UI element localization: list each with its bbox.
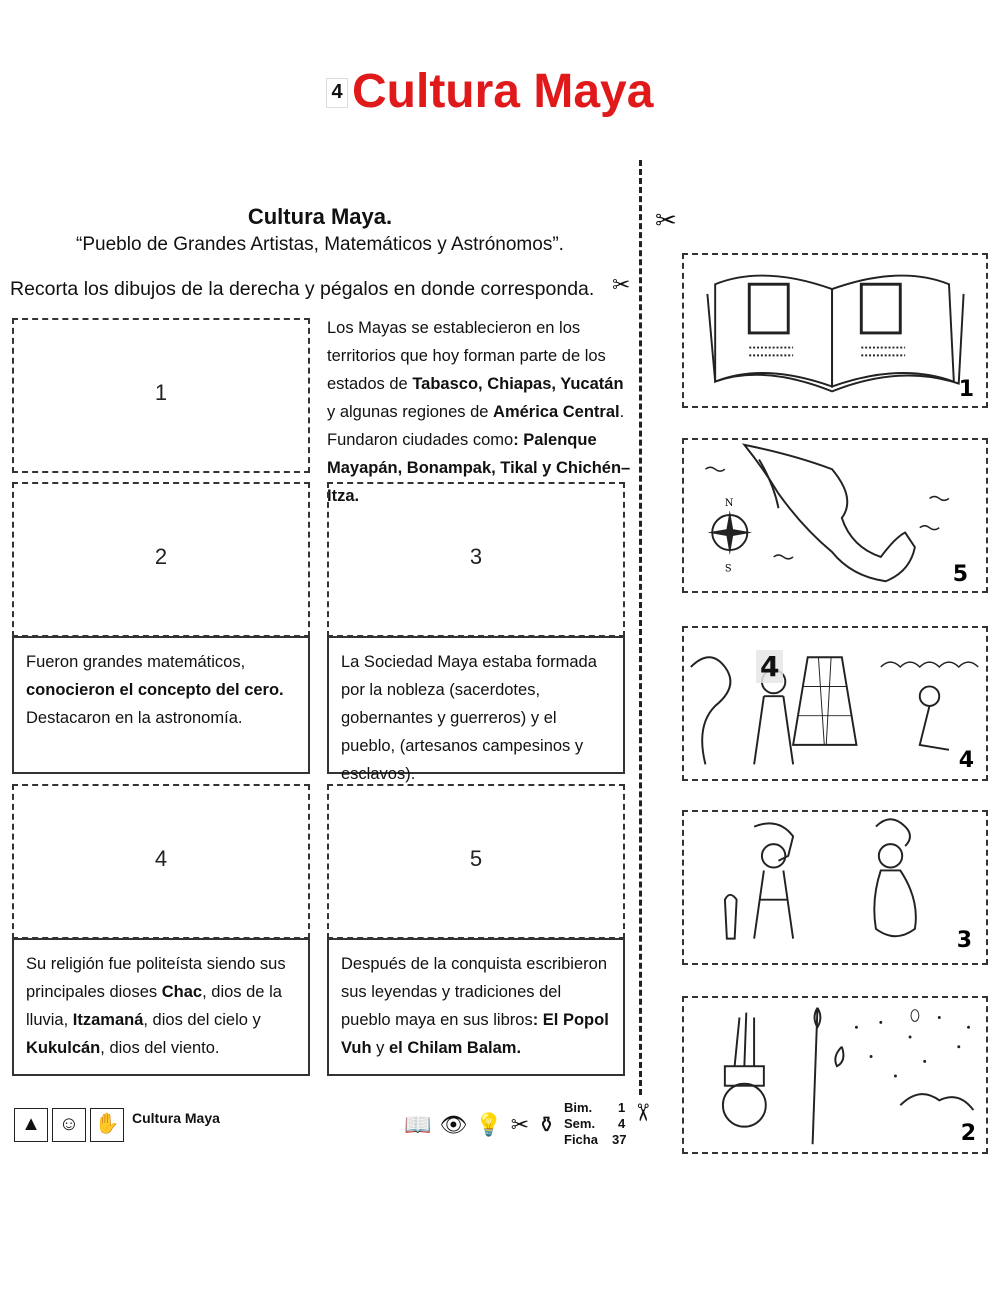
bim-value: 1 [618, 1100, 626, 1115]
slot-number: 4 [154, 846, 168, 871]
person-icon: ☺ [52, 1108, 86, 1142]
text-box-religion [12, 938, 310, 1076]
picture-card-map[interactable] [682, 438, 988, 593]
slot-number: 1 [154, 380, 168, 405]
eye-icon: 👁 [439, 1112, 468, 1137]
paste-slot-5[interactable] [327, 784, 625, 939]
sem-value: 4 [618, 1116, 626, 1131]
maya-nobles-icon [684, 812, 986, 963]
cut-line [639, 160, 642, 1095]
text-intro: Los Mayas se establecieron en los territorios que hoy forman parte de los estados de Tabasco, Chiapas, Yucatán y algunas regiones de América Central. Fundaron ciudades como: Palenque Mayapán, Bonampak, Tikal y Chichén–Itza. [327, 319, 631, 505]
scissors-icon: ✂ [510, 1112, 530, 1137]
svg-text:N: N [724, 498, 734, 510]
text-box-society [327, 636, 625, 783]
picture-card-nobles[interactable] [682, 810, 988, 965]
picture-overlay-number: 4 [756, 650, 783, 683]
slot-number: 3 [469, 544, 483, 569]
picture-card-codex[interactable] [682, 253, 988, 408]
codex-book-icon [684, 255, 986, 406]
worksheet-title: Cultura Maya. [247, 204, 393, 229]
text-box-books [327, 938, 625, 1076]
paste-slot-4[interactable] [12, 784, 310, 939]
paste-slot-3[interactable] [327, 482, 625, 637]
worksheet-subtitle: “Pueblo de Grandes Artistas, Matemáticos y Astrónomos”. [76, 234, 564, 255]
picture-label: 5 [952, 562, 968, 587]
bim-label: Bim. [564, 1100, 593, 1115]
page-badge: 4 [326, 78, 348, 108]
scissors-icon: ✂ [655, 205, 677, 235]
footer-icons-left [14, 1108, 124, 1142]
footer-icons-right [404, 1112, 556, 1138]
picture-card-warrior[interactable] [682, 996, 988, 1154]
paste-slot-1[interactable] [12, 318, 310, 473]
pyramid-scene-icon [684, 628, 986, 779]
worksheet-instruction: Recorta los dibujos de la derecha y pégalos en donde corresponda. [10, 278, 595, 300]
text-box-math [12, 636, 310, 774]
sem-label: Sem. [564, 1116, 596, 1131]
footer-meta [564, 1100, 627, 1148]
maya-warrior-night-icon [684, 998, 986, 1152]
paste-slot-2[interactable] [12, 482, 310, 637]
picture-label: 4 [958, 748, 974, 773]
text-religion: Su religión fue politeísta siendo sus principales dioses Chac, dios de la lluvia, Itzamaná, dios del cielo y Kukulcán, dios del viento. [26, 955, 286, 1057]
text-society: La Sociedad Maya estaba formada por la nobleza (sacerdotes, gobernantes y guerreros) y el pueblo, (artesanos campesinos y esclavos). [341, 653, 597, 783]
mexico-map-icon [684, 440, 986, 591]
picture-label: 3 [956, 928, 972, 953]
slot-number: 5 [469, 846, 483, 871]
slot-number: 2 [154, 544, 168, 569]
pyramid-icon: ▲ [14, 1108, 48, 1142]
picture-card-pyramid[interactable] [682, 626, 988, 781]
picture-label: 2 [960, 1121, 976, 1146]
text-math: Fueron grandes matemáticos, conocieron el concepto del cero. Destacaron en la astronomía. [26, 653, 284, 727]
text-books: Después de la conquista escribieron sus leyendas y tradiciones del pueblo maya en sus libros: El Popol Vuh y el Chilam Balam. [341, 955, 609, 1057]
ficha-value: 37 [612, 1132, 627, 1147]
lightbulb-icon: 💡 [475, 1112, 503, 1137]
hand-icon: ✋ [90, 1108, 124, 1142]
ficha-label: Ficha [564, 1132, 598, 1147]
glue-icon: ⚱ [537, 1112, 556, 1137]
svg-text:S: S [724, 563, 732, 575]
page-title: Cultura Maya [352, 65, 654, 118]
footer-title: Cultura Maya [132, 1110, 220, 1126]
picture-label: 1 [958, 377, 974, 402]
book-icon: 📖 [404, 1112, 432, 1137]
scissors-icon: ✂ [628, 1102, 656, 1123]
scissors-icon: ✂ [612, 272, 631, 297]
